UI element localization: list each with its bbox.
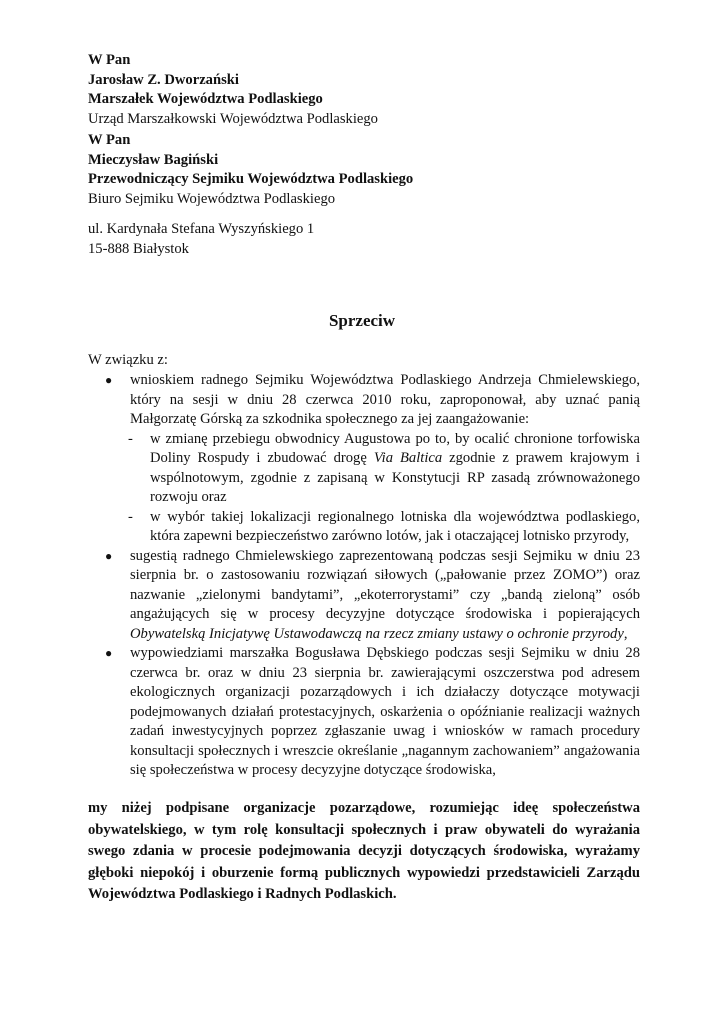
text-line: rozwoju oraz xyxy=(150,489,227,505)
text-line: się społeczeństwa w procesy decyzyjne dotyczące środowiska, xyxy=(130,762,496,778)
intro-text: W związku z: xyxy=(88,352,168,368)
text-line: wspólnotowym, zgodnie z zapisaną w Konstytucji RP zasadą zrównoważonego xyxy=(150,469,640,486)
text-span: zgodnie z prawem krajowym i xyxy=(442,450,641,466)
sub-list-item xyxy=(108,508,640,547)
text-line: głęboki niepokój i oburzenie formą publicznych wypowiedzi przedstawicieli Zarządu xyxy=(88,864,640,881)
text-line: podejmowanych działań protestacyjnych, oskarżenia o opóźnianie realizacji ważnych xyxy=(130,703,640,720)
document-title: Sprzeciw xyxy=(328,311,396,330)
text-line xyxy=(150,449,640,469)
text-line: my niżej podpisane organizacje pozarządowe, rozumiejąc ideę społeczeństwa xyxy=(88,800,640,816)
text-span: Doliny Rospudy i zbudować drogę xyxy=(150,450,374,466)
recipient-block-2 xyxy=(88,131,413,209)
recipient-name: Mieczysław Bagiński xyxy=(88,151,219,168)
dash-icon: - xyxy=(128,508,133,525)
recipient-name: Jarosław Z. Dworzański xyxy=(88,71,239,88)
text-line: zadań inwestycyjnych poprzez zgłaszanie uwag i wniosków w ramach procedury xyxy=(130,723,640,739)
italic-span: Via Baltica xyxy=(373,450,443,466)
dash-icon: - xyxy=(128,430,133,447)
text-line: konsultacji społecznych i wreszcie określanie „nagannym zachowaniem” angażowania xyxy=(130,742,640,759)
text-line: Województwa Podlaskiego i Radnych Podlaskich. xyxy=(88,886,397,903)
list-item xyxy=(88,371,640,547)
text-line: obywatelskiego, w tym rolę konsultacji społecznych i praw obywateli do wyrażania xyxy=(88,821,640,838)
recipient-office: Biuro Sejmiku Województwa Podlaskiego xyxy=(88,190,336,207)
text-line: sierpnia br. o zastosowaniu rozwiązań siłowych („pałowanie przez ZOMO”) oraz xyxy=(130,567,640,583)
recipient-title: Przewodniczący Sejmiku Województwa Podlaskiego xyxy=(88,171,414,187)
street: ul. Kardynała Stefana Wyszyńskiego 1 xyxy=(88,221,315,237)
bullet-icon: ● xyxy=(105,646,113,660)
text-line: Małgorzatę Górską za szkodnika społecznego za jej zaangażowanie: xyxy=(130,411,530,427)
list-item xyxy=(88,547,640,645)
recipient-block-1 xyxy=(88,51,378,129)
text-line: w zmianę przebiegu obwodnicy Augustowa po to, by ocalić chronione torfowiska xyxy=(150,430,640,447)
text-line xyxy=(130,625,640,645)
recipient-office: Urząd Marszałkowski Województwa Podlaskiego xyxy=(88,110,378,127)
text-line: ekologicznych organizacji pozarządowych i ich działaczy dotyczące motywacji xyxy=(130,684,640,700)
text-line: który na sesji w dniu 28 czerwca 2010 roku, zaproponował, aby uznać panią xyxy=(130,391,640,408)
italic-span: Obywatelską Inicjatywę Ustawodawczą na rzecz zmiany ustawy o ochronie przyrody xyxy=(130,625,624,642)
list-item xyxy=(88,644,640,781)
text-line: w wybór takiej lokalizacji regionalnego lotniska dla województwa podlaskiego, xyxy=(150,508,640,525)
city: 15-888 Białystok xyxy=(88,240,189,257)
bullet-list xyxy=(88,371,640,781)
text-line: wnioskiem radnego Sejmiku Województwa Podlaskiego Andrzeja Chmielewskiego, xyxy=(130,372,640,388)
text-line: która zapewni bezpieczeństwo zarówno lotów, jak i otaczającej lotnisko przyrody, xyxy=(150,528,630,544)
text-line: nazwanie „zielonymi bandytami”, „ekoterrorystami” czy „bandą zieloną” osób xyxy=(130,586,640,603)
salutation: W Pan xyxy=(88,132,131,148)
text-line: czerwca br. oraz w dniu 23 sierpnia br. zawierającymi oszczerstwa pod adresem xyxy=(130,664,640,681)
recipient-title: Marszałek Województwa Podlaskiego xyxy=(88,91,323,107)
text-line: sugestią radnego Chmielewskiego zaprezentowaną podczas sesji Sejmiku w dniu 23 xyxy=(130,547,640,564)
bullet-icon: ● xyxy=(105,373,113,387)
text-line: angażujących się w procesy decyzyjne dotyczące środowiska i popierających xyxy=(130,606,640,622)
bullet-icon: ● xyxy=(105,548,113,563)
salutation: W Pan xyxy=(88,52,131,68)
address-block xyxy=(88,220,314,259)
text-line: swego zdania w procesie podejmowania decyzji dotyczących środowiska, wyrażamy xyxy=(88,843,640,860)
text-span: , xyxy=(623,625,628,642)
statement-paragraph xyxy=(88,798,640,906)
text-line: wypowiedziami marszałka Bogusława Dębskiego podczas sesji Sejmiku w dniu 28 xyxy=(130,645,640,661)
sub-list-item xyxy=(108,430,640,508)
